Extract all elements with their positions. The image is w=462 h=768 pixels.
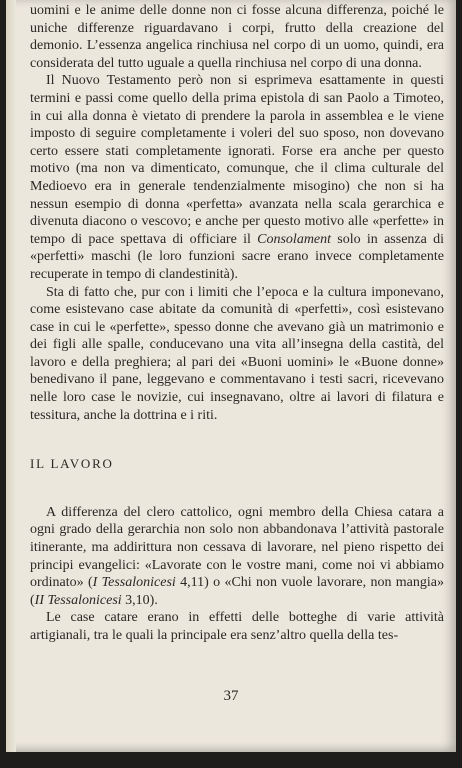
paragraph-4-text-end: 3,10). xyxy=(121,592,158,608)
paragraph-4-text-mid: 4,11) o «Chi non vuole lavorare, non mangia» ( xyxy=(30,575,444,608)
citation-1: I Tessalonicesi xyxy=(92,575,176,591)
body-text xyxy=(30,2,444,645)
paragraph-4 xyxy=(30,504,444,610)
section-heading: IL LAVORO xyxy=(30,456,114,472)
paragraph-1: uomini e le anime delle donne non ci fosse alcuna differenza, poiché le uniche differenze riguardavano i corpi, frutto della creazione del demonio. L’essenza angelica rinchiusa nel corpo di un uomo, quindi, era considerata del tutto uguale a quella rinchiusa nel corpo di una donna. xyxy=(30,3,444,71)
book-page xyxy=(6,0,456,752)
page-gutter-shadow xyxy=(6,0,16,752)
paragraph-4-text: A differenza del clero cattolico, ogni membro della Chiesa catara a ogni grado della gerarchia non solo non abbandonava l’attività pastorale itinerante, ma addirittura non cessava di lavorare, nel pieno rispetto dei principi evangelici: «Lavorate con le vostre mani, come noi vi abbiamo ordinato» ( xyxy=(30,504,444,591)
paragraph-3: Sta di fatto che, pur con i limiti che l’epoca e la cultura imponevano, come esistevano case abitate da comunità di «perfetti», così esistevano case in cui le «perfette», spesso donne che avevano già un matrimonio e dei figli alle spalle, conducevano una vita all’insegna della castità, del lavoro e della preghiera; al pari dei «Buoni uomini» le «Buone donne» benedivano il pane, leggevano e commentavano i testi sacri, ricevevano nelle loro case le novizie, cui insegnavano, oltre ai lavori di filatura e tessitura, anche la dottrina e i riti. xyxy=(30,284,444,423)
paragraph-5: Le case catare erano in effetti delle botteghe di varie attività artigianali, tra le quali la principale era senz’altro quella della tes- xyxy=(30,610,444,643)
paragraph-2 xyxy=(30,72,444,283)
paragraph-2-text: Il Nuovo Testamento però non si esprimeva esattamente in questi termini e passi come quello della prima epistola di san Paolo a Timoteo, in cui alla donna è vietato di prendere la parola in assemblea e le viene imposto di seguire completamente i voleri del suo sposo, non dovevano certo essere stati completamente ignorati. Forse era anche per questo motivo (ma non va dimenticato, comunque, che il clima culturale del Medioevo era in generale tendenzialmente misogino) che non si ha nessun esempio di donna «perfetta» avanzata nella scala gerarchica e divenuta diacono o vescovo; e anche per questo motivo alle «perfette» in tempo di pace spettava di officiare il xyxy=(30,73,444,247)
consolament-term: Consolament xyxy=(257,231,332,247)
paragraph-2-text-after: solo in assenza di «perfetti» maschi (le loro funzioni sacre erano invece completamente recuperate in tempo di clandestinità). xyxy=(30,231,444,282)
citation-2: II Tessalonicesi xyxy=(34,592,122,608)
page-number: 37 xyxy=(223,688,239,704)
